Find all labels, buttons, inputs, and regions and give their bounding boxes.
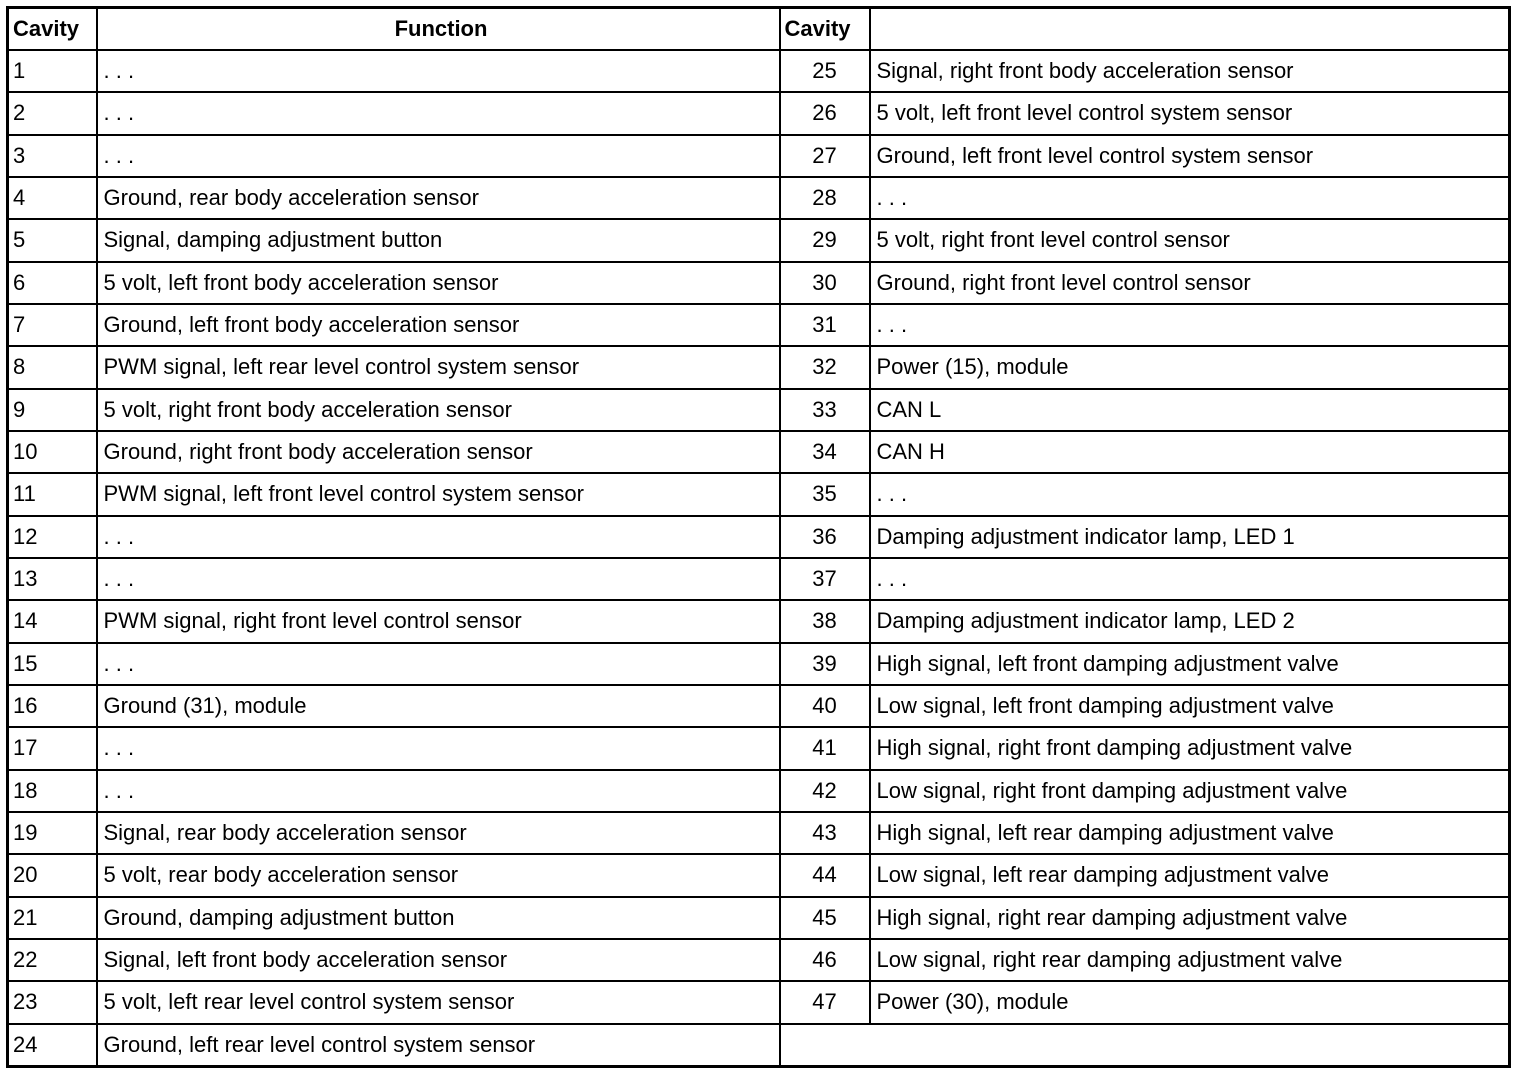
- left-cavity-cell: 24: [8, 1024, 97, 1067]
- right-cavity-cell: 28: [780, 177, 870, 219]
- table-row: [8, 431, 1510, 473]
- table-row: [8, 135, 1510, 177]
- left-cavity-cell: 19: [8, 812, 97, 854]
- table-row: [8, 473, 1510, 515]
- header-function-right: [870, 8, 1510, 51]
- right-cavity-cell: 47: [780, 981, 870, 1023]
- right-cavity-cell: 27: [780, 135, 870, 177]
- left-cavity-cell: 7: [8, 304, 97, 346]
- right-function-cell: Low signal, right front damping adjustment valve: [870, 770, 1510, 812]
- connector-pinout-table: [6, 6, 1511, 1068]
- left-function-cell: . . .: [97, 50, 780, 92]
- right-cavity-cell: 46: [780, 939, 870, 981]
- right-function-cell: Power (15), module: [870, 346, 1510, 388]
- right-function-cell: High signal, right rear damping adjustment valve: [870, 897, 1510, 939]
- left-cavity-cell: 9: [8, 389, 97, 431]
- left-function-cell: Ground, damping adjustment button: [97, 897, 780, 939]
- table-row: [8, 981, 1510, 1023]
- left-function-cell: PWM signal, right front level control sensor: [97, 600, 780, 642]
- left-cavity-cell: 16: [8, 685, 97, 727]
- right-function-cell: Ground, right front level control sensor: [870, 262, 1510, 304]
- left-cavity-cell: 18: [8, 770, 97, 812]
- table-row: [8, 1024, 1510, 1067]
- table-row: [8, 219, 1510, 261]
- left-cavity-cell: 17: [8, 727, 97, 769]
- left-function-cell: Ground, rear body acceleration sensor: [97, 177, 780, 219]
- left-function-cell: . . .: [97, 643, 780, 685]
- right-function-cell: Low signal, left front damping adjustment valve: [870, 685, 1510, 727]
- right-cavity-cell: 25: [780, 50, 870, 92]
- table-row: [8, 643, 1510, 685]
- header-cavity-right: Cavity: [780, 8, 870, 51]
- right-cavity-cell: 40: [780, 685, 870, 727]
- right-function-cell: CAN H: [870, 431, 1510, 473]
- table-row: [8, 516, 1510, 558]
- left-cavity-cell: 12: [8, 516, 97, 558]
- left-function-cell: Ground, left front body acceleration sensor: [97, 304, 780, 346]
- table-row: [8, 262, 1510, 304]
- table-row: [8, 304, 1510, 346]
- left-function-cell: . . .: [97, 770, 780, 812]
- left-function-cell: Signal, rear body acceleration sensor: [97, 812, 780, 854]
- left-function-cell: Signal, left front body acceleration sensor: [97, 939, 780, 981]
- right-cavity-cell: 35: [780, 473, 870, 515]
- table-row: [8, 558, 1510, 600]
- right-function-cell: 5 volt, right front level control sensor: [870, 219, 1510, 261]
- left-cavity-cell: 2: [8, 92, 97, 134]
- right-cavity-cell: 34: [780, 431, 870, 473]
- right-cavity-cell: 38: [780, 600, 870, 642]
- table-row: [8, 389, 1510, 431]
- right-function-cell: . . .: [870, 177, 1510, 219]
- table-row: [8, 50, 1510, 92]
- right-function-cell: High signal, left rear damping adjustment valve: [870, 812, 1510, 854]
- right-cavity-cell: 29: [780, 219, 870, 261]
- right-function-cell: Signal, right front body acceleration sensor: [870, 50, 1510, 92]
- table-row: [8, 939, 1510, 981]
- left-cavity-cell: 23: [8, 981, 97, 1023]
- header-function: Function: [97, 8, 780, 51]
- right-cavity-cell: 42: [780, 770, 870, 812]
- table-row: [8, 600, 1510, 642]
- left-cavity-cell: 14: [8, 600, 97, 642]
- table-row: [8, 177, 1510, 219]
- left-cavity-cell: 4: [8, 177, 97, 219]
- left-function-cell: . . .: [97, 558, 780, 600]
- left-cavity-cell: 6: [8, 262, 97, 304]
- left-function-cell: . . .: [97, 516, 780, 558]
- right-function-cell: Low signal, left rear damping adjustment valve: [870, 854, 1510, 896]
- left-function-cell: . . .: [97, 92, 780, 134]
- left-function-cell: 5 volt, right front body acceleration sensor: [97, 389, 780, 431]
- left-function-cell: PWM signal, left rear level control system sensor: [97, 346, 780, 388]
- right-cavity-cell: 31: [780, 304, 870, 346]
- right-cavity-cell: 39: [780, 643, 870, 685]
- header-cavity-left: Cavity: [8, 8, 97, 51]
- table-row: [8, 346, 1510, 388]
- right-function-cell: . . .: [870, 558, 1510, 600]
- right-cavity-cell: 32: [780, 346, 870, 388]
- left-cavity-cell: 5: [8, 219, 97, 261]
- right-function-cell: Damping adjustment indicator lamp, LED 1: [870, 516, 1510, 558]
- right-function-cell: CAN L: [870, 389, 1510, 431]
- table-row: [8, 854, 1510, 896]
- table-row: [8, 727, 1510, 769]
- left-cavity-cell: 13: [8, 558, 97, 600]
- table-row: [8, 685, 1510, 727]
- table-row: [8, 897, 1510, 939]
- left-function-cell: 5 volt, left rear level control system sensor: [97, 981, 780, 1023]
- left-function-cell: 5 volt, rear body acceleration sensor: [97, 854, 780, 896]
- table-row: [8, 770, 1510, 812]
- empty-cell: [780, 1024, 1510, 1067]
- left-cavity-cell: 20: [8, 854, 97, 896]
- table-body: [8, 50, 1510, 1067]
- left-function-cell: Ground (31), module: [97, 685, 780, 727]
- table-row: [8, 92, 1510, 134]
- left-cavity-cell: 22: [8, 939, 97, 981]
- left-function-cell: Ground, left rear level control system sensor: [97, 1024, 780, 1067]
- left-cavity-cell: 11: [8, 473, 97, 515]
- table-header-row: [8, 8, 1510, 51]
- right-cavity-cell: 43: [780, 812, 870, 854]
- right-function-cell: 5 volt, left front level control system sensor: [870, 92, 1510, 134]
- left-cavity-cell: 1: [8, 50, 97, 92]
- right-cavity-cell: 44: [780, 854, 870, 896]
- right-cavity-cell: 45: [780, 897, 870, 939]
- right-cavity-cell: 36: [780, 516, 870, 558]
- right-cavity-cell: 37: [780, 558, 870, 600]
- left-function-cell: . . .: [97, 727, 780, 769]
- right-cavity-cell: 41: [780, 727, 870, 769]
- left-function-cell: PWM signal, left front level control system sensor: [97, 473, 780, 515]
- right-function-cell: Power (30), module: [870, 981, 1510, 1023]
- right-function-cell: . . .: [870, 304, 1510, 346]
- left-cavity-cell: 15: [8, 643, 97, 685]
- right-function-cell: High signal, right front damping adjustment valve: [870, 727, 1510, 769]
- right-function-cell: Low signal, right rear damping adjustment valve: [870, 939, 1510, 981]
- right-function-cell: Ground, left front level control system sensor: [870, 135, 1510, 177]
- table-row: [8, 812, 1510, 854]
- left-function-cell: 5 volt, left front body acceleration sensor: [97, 262, 780, 304]
- left-cavity-cell: 8: [8, 346, 97, 388]
- right-cavity-cell: 26: [780, 92, 870, 134]
- left-function-cell: . . .: [97, 135, 780, 177]
- left-cavity-cell: 10: [8, 431, 97, 473]
- right-function-cell: High signal, left front damping adjustment valve: [870, 643, 1510, 685]
- right-cavity-cell: 30: [780, 262, 870, 304]
- right-function-cell: . . .: [870, 473, 1510, 515]
- right-cavity-cell: 33: [780, 389, 870, 431]
- left-function-cell: Ground, right front body acceleration sensor: [97, 431, 780, 473]
- right-function-cell: Damping adjustment indicator lamp, LED 2: [870, 600, 1510, 642]
- left-function-cell: Signal, damping adjustment button: [97, 219, 780, 261]
- left-cavity-cell: 3: [8, 135, 97, 177]
- left-cavity-cell: 21: [8, 897, 97, 939]
